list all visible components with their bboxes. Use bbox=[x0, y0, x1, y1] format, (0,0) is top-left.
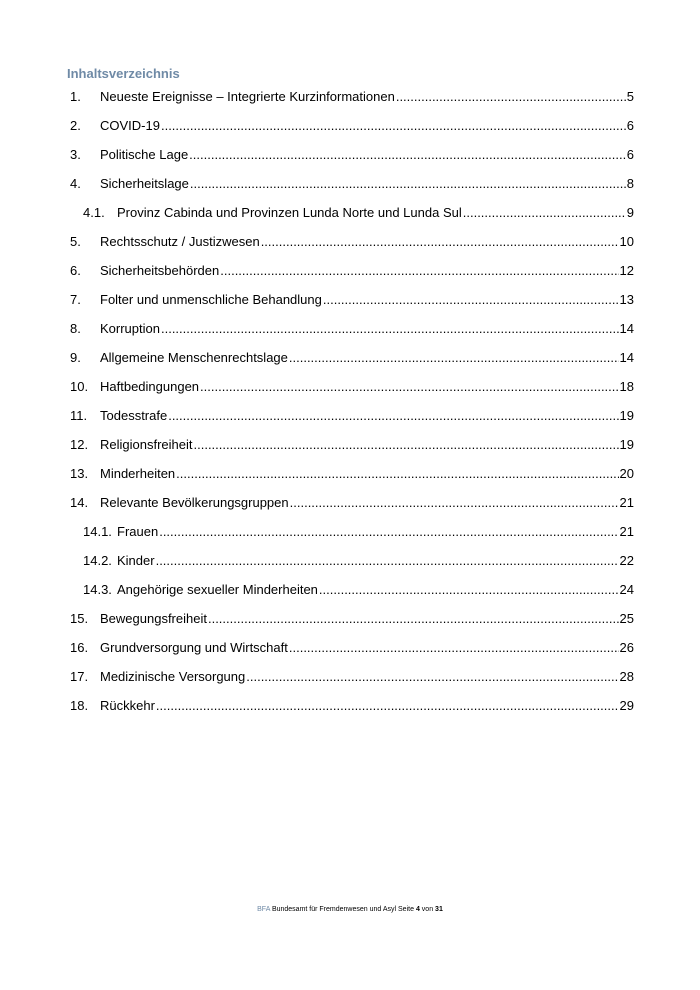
toc-entry-page: 20 bbox=[619, 466, 634, 481]
footer-brand: BFA bbox=[257, 906, 270, 913]
toc-entry[interactable] bbox=[83, 204, 634, 222]
toc-entry[interactable] bbox=[83, 523, 634, 541]
toc-entry-number: 13. bbox=[70, 466, 89, 481]
toc-dot-leader bbox=[159, 523, 618, 541]
toc-entry-page: 6 bbox=[626, 147, 634, 162]
toc-dot-leader bbox=[290, 494, 619, 512]
toc-entry-title: COVID-19 bbox=[100, 118, 160, 133]
toc-entry-number: 8. bbox=[70, 321, 81, 336]
toc-dot-leader bbox=[289, 639, 619, 657]
toc-entry[interactable] bbox=[70, 88, 634, 106]
toc-dot-leader bbox=[208, 610, 619, 628]
footer-page-total: 31 bbox=[435, 906, 443, 913]
toc-entry-title: Grundversorgung und Wirtschaft bbox=[100, 640, 288, 655]
toc-dot-leader bbox=[319, 581, 619, 599]
toc-entry-page: 13 bbox=[619, 292, 634, 307]
toc-entry-page: 5 bbox=[626, 89, 634, 104]
toc-entry-page: 12 bbox=[619, 263, 634, 278]
toc-entry-page: 18 bbox=[619, 379, 634, 394]
toc-dot-leader bbox=[161, 320, 619, 338]
toc-entry-number: 7. bbox=[70, 292, 81, 307]
toc-dot-leader bbox=[176, 465, 618, 483]
toc-entry-page: 21 bbox=[619, 495, 634, 510]
footer-page-word: Seite bbox=[398, 906, 414, 913]
toc-dot-leader bbox=[189, 146, 626, 164]
toc-dot-leader bbox=[200, 378, 619, 396]
toc-entry-title: Frauen bbox=[117, 524, 159, 539]
toc-entry[interactable] bbox=[70, 639, 634, 657]
toc-entry-title: Provinz Cabinda und Provinzen Lunda Norte und Lunda Sul bbox=[117, 205, 462, 220]
toc-entry-number: 12. bbox=[70, 437, 89, 452]
toc-entry-number: 14.2. bbox=[83, 553, 112, 568]
toc-dot-leader bbox=[168, 407, 618, 425]
toc-entry-number: 4.1. bbox=[83, 205, 105, 220]
toc-entry-number: 18. bbox=[70, 698, 89, 713]
toc-entry-number: 3. bbox=[70, 147, 81, 162]
toc-entry-title: Politische Lage bbox=[100, 147, 189, 162]
toc-entry[interactable] bbox=[70, 146, 634, 164]
toc-entry-page: 6 bbox=[626, 118, 634, 133]
toc-entry-title: Allgemeine Menschenrechtslage bbox=[100, 350, 288, 365]
toc-entry[interactable] bbox=[70, 610, 634, 628]
toc-dot-leader bbox=[246, 668, 618, 686]
toc-entry-title: Korruption bbox=[100, 321, 160, 336]
toc-entry-page: 22 bbox=[619, 553, 634, 568]
toc-entry-page: 14 bbox=[619, 321, 634, 336]
footer-org: Bundesamt für Fremdenwesen und Asyl bbox=[271, 906, 397, 913]
toc-entry-page: 8 bbox=[626, 176, 634, 191]
toc-dot-leader bbox=[161, 117, 626, 135]
toc-entry-number: 10. bbox=[70, 379, 89, 394]
footer-of-word: von bbox=[421, 906, 434, 913]
toc-entry-page: 25 bbox=[619, 611, 634, 626]
toc-entry[interactable] bbox=[70, 320, 634, 338]
toc-dot-leader bbox=[396, 88, 626, 106]
toc-entry-page: 14 bbox=[619, 350, 634, 365]
toc-dot-leader bbox=[261, 233, 619, 251]
toc-entry-number: 9. bbox=[70, 350, 81, 365]
toc-entry-title: Sicherheitslage bbox=[100, 176, 189, 191]
toc-dot-leader bbox=[289, 349, 619, 367]
toc-entry-page: 19 bbox=[619, 408, 634, 423]
toc-entry[interactable] bbox=[70, 378, 634, 396]
toc-entry-title: Rückkehr bbox=[100, 698, 155, 713]
toc-entry-number: 14.1. bbox=[83, 524, 112, 539]
toc-entry[interactable] bbox=[70, 175, 634, 193]
toc-entry-number: 14.3. bbox=[83, 582, 112, 597]
toc-entry[interactable] bbox=[70, 465, 634, 483]
toc-entry-page: 24 bbox=[619, 582, 634, 597]
toc-entry[interactable] bbox=[70, 407, 634, 425]
toc-entry-title: Sicherheitsbehörden bbox=[100, 263, 220, 278]
toc-entry[interactable] bbox=[70, 233, 634, 251]
toc-entry-page: 29 bbox=[619, 698, 634, 713]
toc-entry[interactable] bbox=[70, 349, 634, 367]
toc-entry-number: 2. bbox=[70, 118, 81, 133]
toc-entry-number: 17. bbox=[70, 669, 89, 684]
toc-entry[interactable] bbox=[70, 262, 634, 280]
toc-dot-leader bbox=[156, 552, 619, 570]
toc-entry-title: Bewegungsfreiheit bbox=[100, 611, 207, 626]
toc-dot-leader bbox=[156, 697, 619, 715]
toc-entry-number: 14. bbox=[70, 495, 89, 510]
toc-dot-leader bbox=[463, 204, 626, 222]
toc-entry-title: Medizinische Versorgung bbox=[100, 669, 246, 684]
toc-dot-leader bbox=[194, 436, 619, 454]
toc-entry[interactable] bbox=[70, 436, 634, 454]
toc-entry[interactable] bbox=[70, 697, 634, 715]
toc-entry[interactable] bbox=[83, 552, 634, 570]
toc-entry-page: 9 bbox=[626, 205, 634, 220]
toc-entry-number: 16. bbox=[70, 640, 89, 655]
toc-entry-page: 10 bbox=[619, 234, 634, 249]
toc-entry-page: 21 bbox=[619, 524, 634, 539]
toc-entry-title: Minderheiten bbox=[100, 466, 176, 481]
toc-entry-title: Relevante Bevölkerungsgruppen bbox=[100, 495, 289, 510]
toc-entry-page: 28 bbox=[619, 669, 634, 684]
toc-entry-title: Kinder bbox=[117, 553, 155, 568]
page-footer bbox=[0, 906, 700, 913]
toc-entry-title: Haftbedingungen bbox=[100, 379, 200, 394]
toc-entry-title: Todesstrafe bbox=[100, 408, 168, 423]
toc-entry-title: Angehörige sexueller Minderheiten bbox=[117, 582, 318, 597]
toc-entry[interactable] bbox=[70, 494, 634, 512]
toc-entry-title: Neueste Ereignisse – Integrierte Kurzinformationen bbox=[100, 89, 395, 104]
toc-entry[interactable] bbox=[70, 291, 634, 309]
toc-dot-leader bbox=[220, 262, 618, 280]
toc-entry-title: Rechtsschutz / Justizwesen bbox=[100, 234, 260, 249]
toc-dot-leader bbox=[190, 175, 626, 193]
toc-title: Inhaltsverzeichnis bbox=[67, 66, 180, 81]
toc-entry-page: 26 bbox=[619, 640, 634, 655]
toc-entry-number: 15. bbox=[70, 611, 89, 626]
toc-entry-page: 19 bbox=[619, 437, 634, 452]
toc-entry-title: Folter und unmenschliche Behandlung bbox=[100, 292, 322, 307]
toc-entry[interactable] bbox=[83, 581, 634, 599]
toc-entry-number: 5. bbox=[70, 234, 81, 249]
footer-page-current: 4 bbox=[415, 906, 420, 913]
toc-entry-number: 6. bbox=[70, 263, 81, 278]
toc-dot-leader bbox=[323, 291, 619, 309]
toc-entry-number: 4. bbox=[70, 176, 81, 191]
toc-entry-number: 1. bbox=[70, 89, 81, 104]
toc-entry[interactable] bbox=[70, 117, 634, 135]
toc-entry-number: 11. bbox=[70, 408, 88, 423]
toc-entry[interactable] bbox=[70, 668, 634, 686]
toc-entry-title: Religionsfreiheit bbox=[100, 437, 193, 452]
